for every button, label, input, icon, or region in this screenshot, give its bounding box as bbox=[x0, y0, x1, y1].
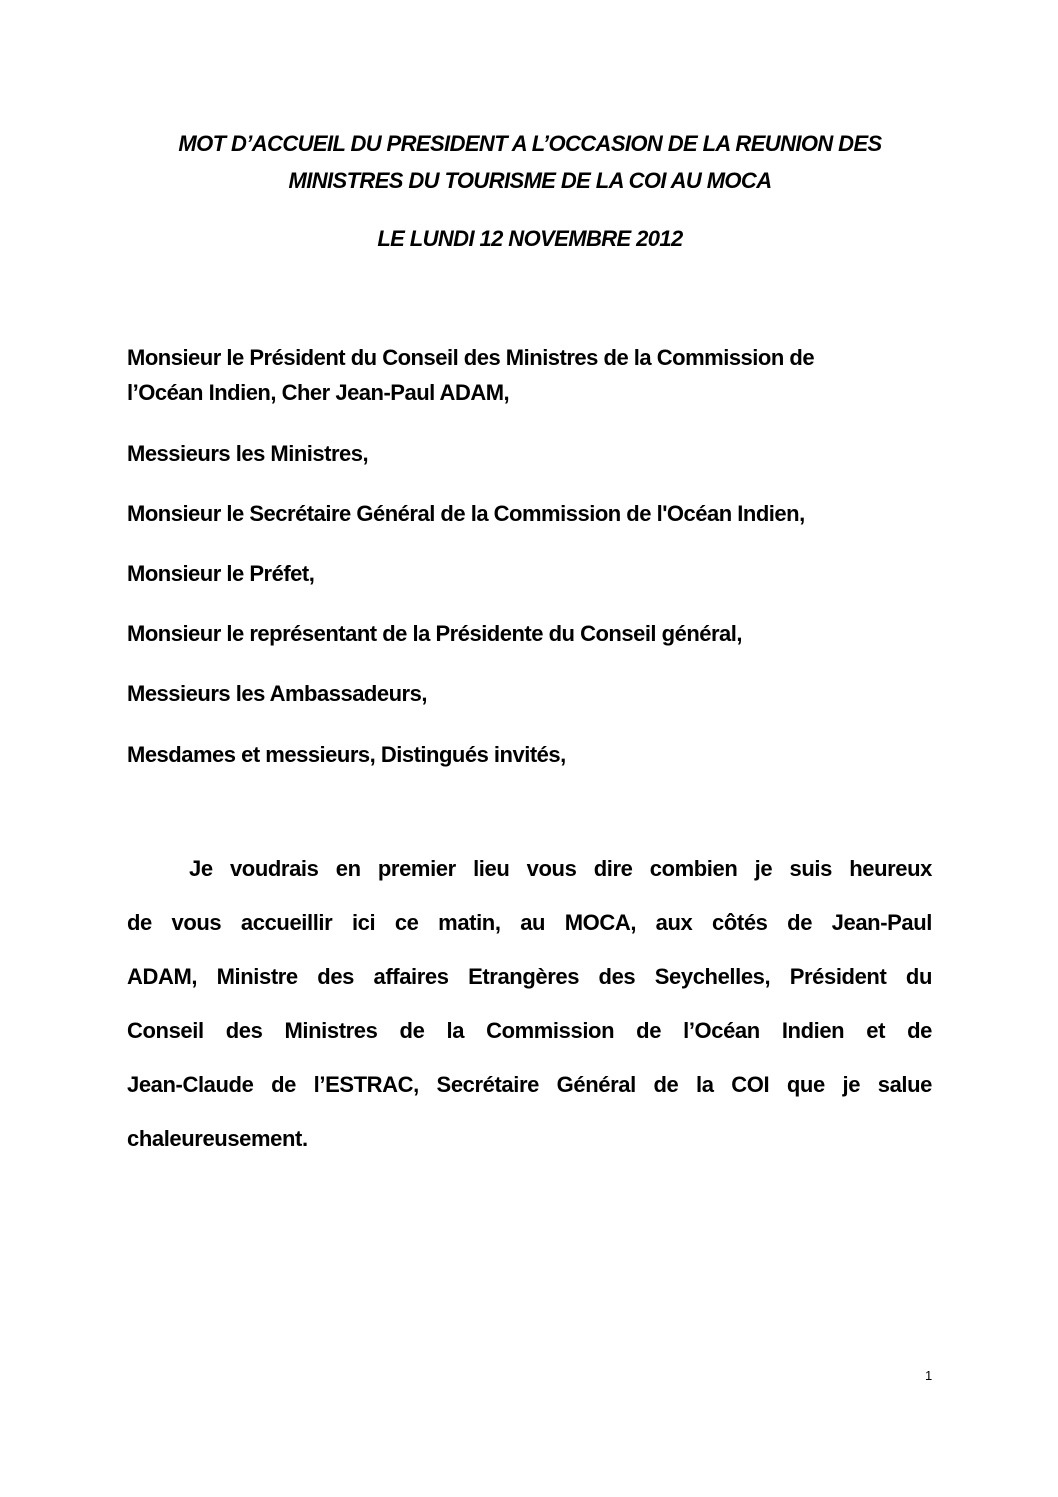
paragraph-line: Je voudrais en premier lieu vous dire combien je suis heureux bbox=[189, 856, 932, 881]
salutation-line: Messieurs les Ambassadeurs, bbox=[127, 681, 427, 706]
paragraph-line: ADAM, Ministre des affaires Etrangères des Seychelles, Président du bbox=[127, 964, 932, 989]
body-paragraph bbox=[127, 842, 932, 1166]
salutation-line: Monsieur le représentant de la Présidente du Conseil général, bbox=[127, 621, 743, 646]
salutation-line: Monsieur le Préfet, bbox=[127, 561, 315, 586]
paragraph-line: de vous accueillir ici ce matin, au MOCA, aux côtés de Jean-Paul bbox=[127, 910, 932, 935]
salutation-line: Messieurs les Ministres, bbox=[127, 441, 369, 466]
date-line: LE LUNDI 12 NOVEMBRE 2012 bbox=[377, 226, 683, 251]
salutation-line: Monsieur le Président du Conseil des Ministres de la Commission de bbox=[127, 345, 815, 370]
salutation-line: l’Océan Indien, Cher Jean-Paul ADAM, bbox=[127, 380, 510, 405]
paragraph-line: Jean-Claude de l’ESTRAC, Secrétaire Général de la COI que je salue bbox=[127, 1072, 932, 1097]
paragraph-line: Conseil des Ministres de la Commission de l’Océan Indien et de bbox=[127, 1018, 932, 1043]
salutation-line: Monsieur le Secrétaire Général de la Commission de l'Océan Indien, bbox=[127, 501, 805, 526]
paragraph-line: chaleureusement. bbox=[127, 1126, 308, 1151]
page-number: 1 bbox=[925, 1368, 933, 1383]
salutation-line: Mesdames et messieurs, Distingués invités, bbox=[127, 742, 566, 767]
title-line-1: MOT D’ACCUEIL DU PRESIDENT A L’OCCASION DE LA REUNION DES bbox=[178, 131, 882, 156]
title-line-2: MINISTRES DU TOURISME DE LA COI AU MOCA bbox=[288, 168, 772, 193]
